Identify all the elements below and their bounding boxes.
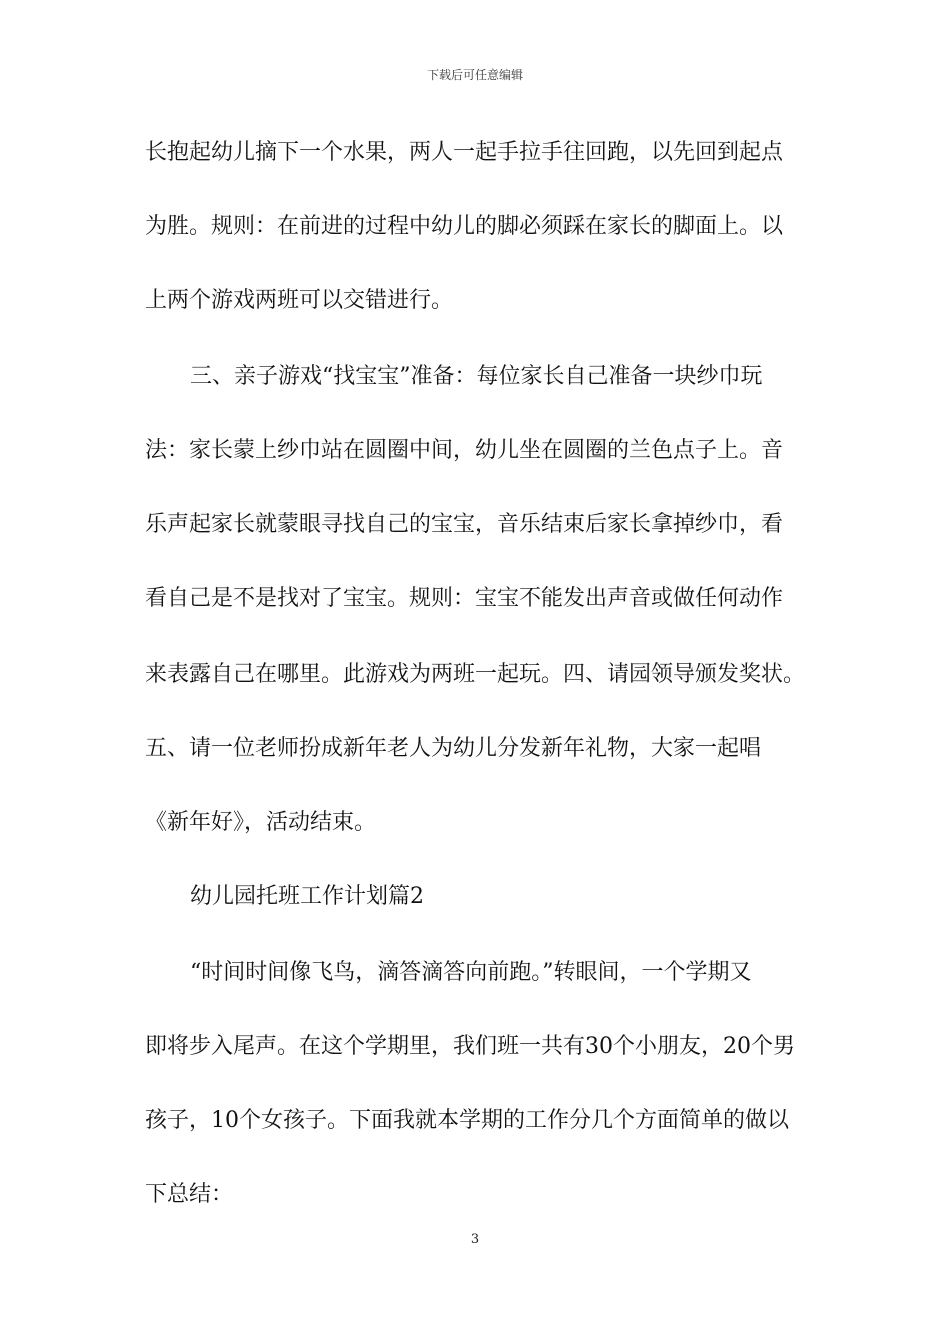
text-line-4: 三、亲子游戏“找宝宝”准备：每位家长自己准备一块纱巾玩 [190, 364, 763, 389]
text-line-5: 法：家长蒙上纱巾站在圆圈中间，幼儿坐在圆圈的兰色点子上。音 [145, 438, 784, 463]
text-line-2: 为胜。规则：在前进的过程中幼儿的脚必须踩在家长的脚面上。以 [145, 214, 784, 239]
text-line-14: 孩子，10个女孩子。下面我就本学期的工作分几个方面简单的做以 [145, 1108, 789, 1133]
page-number: 3 [470, 1232, 480, 1247]
text-line-6: 乐声起家长就蒙眼寻找自己的宝宝，音乐结束后家长拿掉纱巾，看 [145, 512, 784, 537]
text-line-3: 上两个游戏两班可以交错进行。 [145, 288, 454, 313]
text-line-10: 《新年好》，活动结束。 [145, 810, 377, 835]
text-line-7: 看自己是不是找对了宝宝。规则：宝宝不能发出声音或做任何动作 [145, 586, 784, 611]
page-header: 下载后可任意编辑 [426, 68, 523, 82]
text-line-12: “时间时间像飞鸟，滴答滴答向前跑。”转眼间，一个学期又 [190, 960, 752, 985]
text-line-9: 五、请一位老师扮成新年老人为幼儿分发新年礼物，大家一起唱 [145, 736, 762, 761]
text-line-1: 长抱起幼儿摘下一个水果，两人一起手拉手往回跑，以先回到起点 [145, 140, 784, 165]
text-line-8: 来表露自己在哪里。此游戏为两班一起玩。四、请园领导颁发奖状。 [145, 662, 806, 687]
text-line-13: 即将步入尾声。在这个学期里，我们班一共有30个小朋友，20个男 [145, 1034, 795, 1059]
text-line-15: 下总结： [145, 1182, 234, 1207]
section-heading: 幼儿园托班工作计划篇2 [190, 884, 424, 909]
